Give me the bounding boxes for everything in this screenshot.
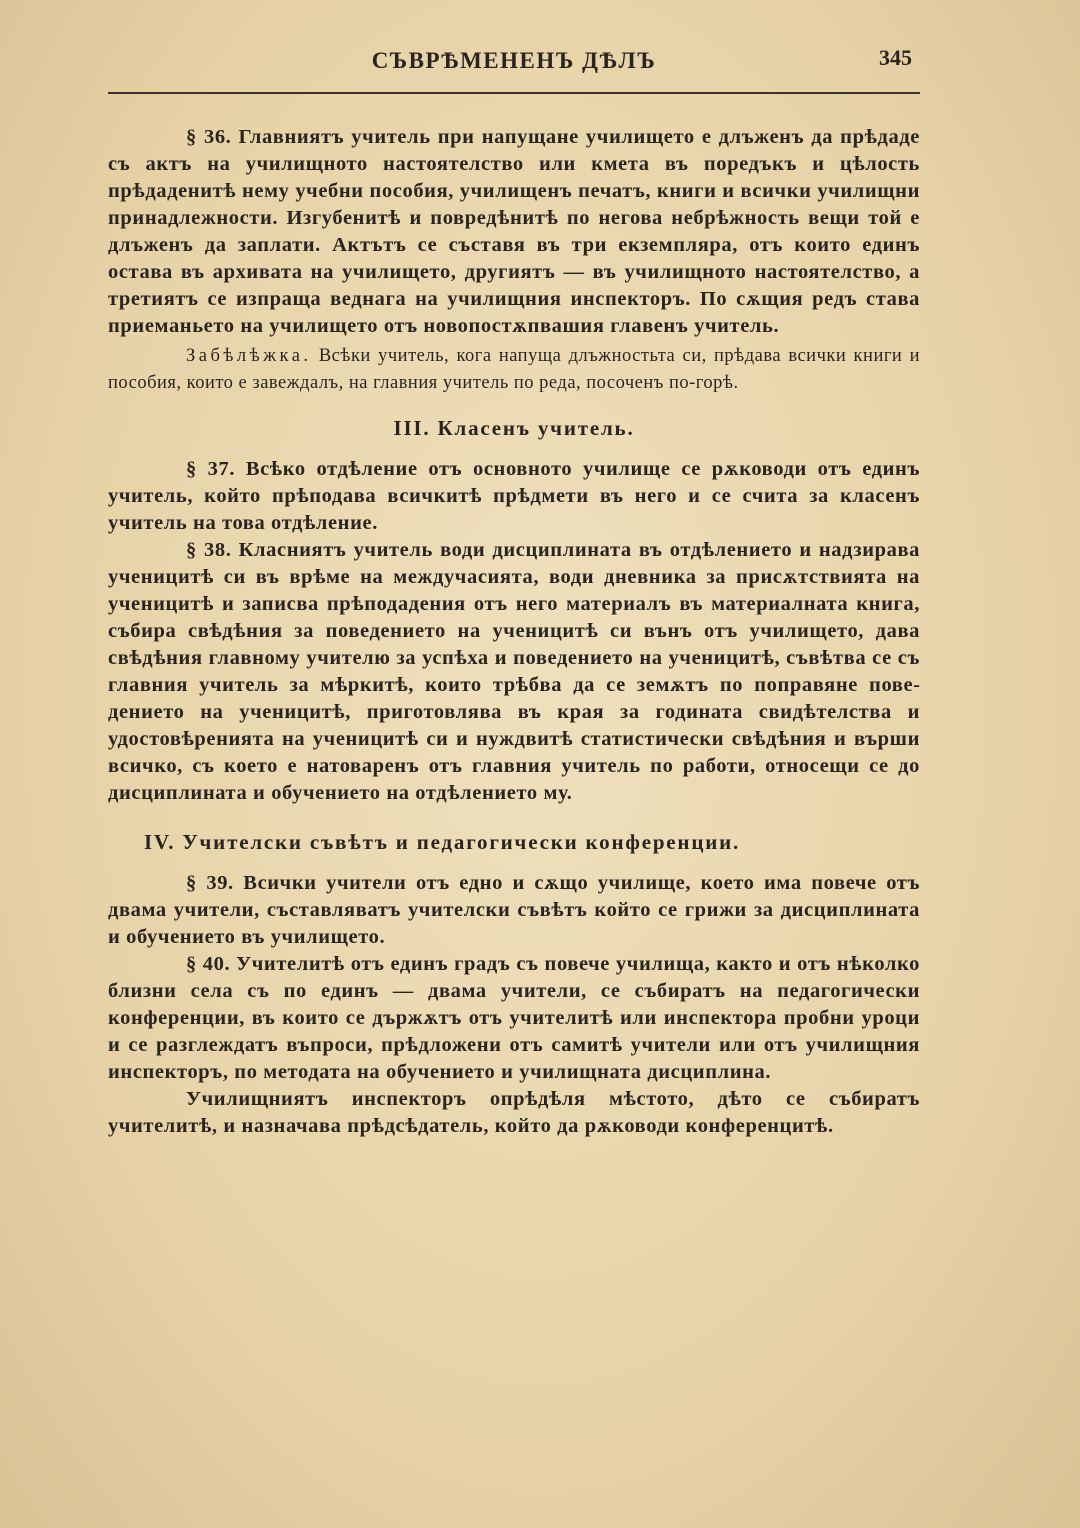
page-body [108,124,920,1140]
paragraph-36: § 36. Главниятъ учитель при напущане училището е длъженъ да прѣдаде съ актъ на училищното настоятелство или кмета въ поредъкъ и цѣлость прѣдаденитѣ нему учебни пособия, училищенъ печатъ, книги и всички училищни принадлежности. Изгубенитѣ и повредѣнитѣ по негова небрѣжность вещи той е длъженъ да заплати. Актътъ се съставя въ три екземпляра, отъ които единъ остава въ архивата на училището, другиятъ — въ училищното настоятелство, а третиятъ се изпраща веднага на училищния инспекторъ. По сѫщия редъ става приеманьето на училището отъ новопостѫпвашия главенъ учитель. [108,126,920,337]
running-head: СЪВРѢМЕНЕНЪ ДѢЛЪ [371,48,657,73]
paragraph-37: § 37. Всѣко отдѣление отъ основното училище се рѫководи отъ единъ учитель, който прѣподава всичкитѣ прѣдмети въ него и се счита за класенъ учитель на това отдѣление. [108,458,920,534]
note-label: Забѣлѣжка. [186,346,312,366]
paragraph-40b: Училищниятъ инспекторъ опрѣдѣля мѣстото, дѣто се събиратъ учителитѣ, и назначава прѣдсѣдатель, който да рѫководи конференцитѣ. [108,1088,920,1137]
section-heading-4: IV. Учителски съвѣтъ и педагогически конференции. [144,830,741,854]
paragraph-38: § 38. Класниятъ учитель води дисциплината въ отдѣлението и надзирава ученицитѣ си въ врѣме на междучасията, води дневника за присѫтствията на ученицитѣ и записва прѣподадения отъ него материалъ въ материалната книга, събира свѣдѣния за поведението на ученицитѣ си вънъ отъ училището, дава свѣдѣния главному учителю за успѣха и поведението на ученицитѣ, съвѣтва се съ главния учитель за мѣркитѣ, които трѣбва да се земѫтъ по поправяне поведението на ученицитѣ, приготовлява въ края за годината свидѣтелства и удостовѣренията на ученицитѣ си и нуждвитѣ статистически свѣдѣния и върши всичко, съ което е натоваренъ отъ главния учитель по работи, относещи се до дисциплината и обучението на отдѣлението му. [108,539,920,804]
section-heading-3: III. Класенъ учитель. [393,416,635,440]
note [108,343,920,397]
note-text: Всѣки учитель, кога напуща длъжностьта си, прѣдава всички книги и пособия, които е завеждалъ, на главния учитель по реда, посоченъ по-горѣ. [108,346,921,393]
paragraph-39: § 39. Всички учители отъ едно и сѫщо училище, което има повече отъ двама учители, съставляватъ учителски съвѣтъ който се грижи за дисциплината и обучението въ училището. [108,872,920,948]
page-number: 345 [879,45,912,70]
page-header [108,40,920,94]
paragraph-40: § 40. Учителитѣ отъ единъ градъ съ повече училища, както и отъ нѣколко близни села съ по единъ — двама учители, се събиратъ на педагогически конференции, въ които се държѫтъ отъ учителитѣ или инспектора пробни уроци и се разглеждатъ въпроси, прѣдложени отъ самитѣ учители или отъ училищния инспекторъ, по методата на обучението и училищната дисциплина. [108,953,920,1083]
